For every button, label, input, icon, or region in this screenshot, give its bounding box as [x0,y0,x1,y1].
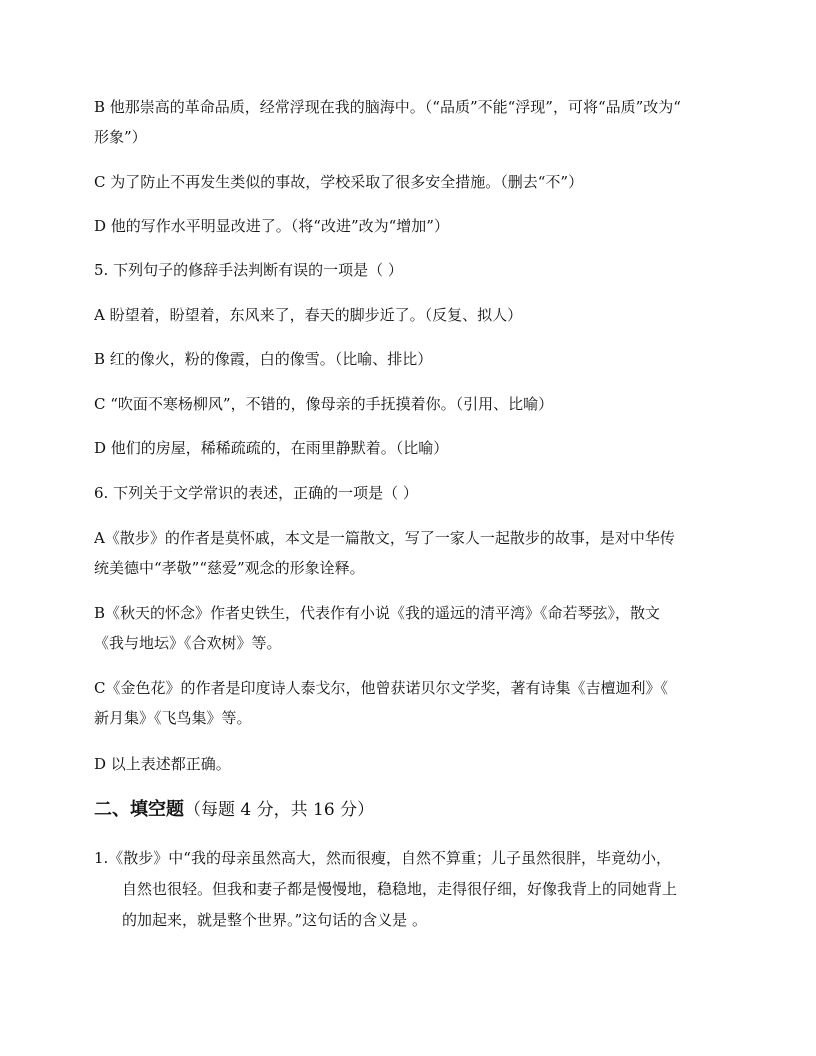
q5-option-b: B 红的像火，粉的像霞，白的像雪。（比喻、排比） [94,350,433,368]
q6-option-c-line-2: 新月集》《飞鸟集》等。 [94,709,252,727]
q6-stem: 6. 下列关于文学常识的表述，正确的一项是（ ） [94,484,418,502]
q5-stem: 5. 下列句子的修辞手法判断有误的一项是（ ） [94,261,403,279]
section-2-subtitle: （每题 4 分，共 16 分） [184,800,375,820]
q6-option-d: D 以上表述都正确。 [94,755,231,773]
q5-option-c: C “吹面不寒杨柳风”，不错的，像母亲的手抚摸着你。（引用、比喻） [94,395,554,413]
q5-option-d: D 他们的房屋，稀稀疏疏的，在雨里静默着。（比喻） [94,439,449,457]
section-2-heading [94,798,734,822]
q4-option-c: C 为了防止不再发生类似的事故，学校采取了很多安全措施。（删去“不”） [94,173,584,191]
q5-option-a: A 盼望着，盼望着，东风来了，春天的脚步近了。（反复、拟人） [94,306,523,324]
q4-option-d: D 他的写作水平明显改进了。（将“改进”改为“增加”） [94,217,449,235]
section-2-title: 二、填空题 [94,799,184,820]
q4-option-b-line-2: 形象”） [94,128,147,146]
q6-option-a-line-1: A《散步》的作者是莫怀戚，本文是一篇散文，写了一家人一起散步的故事，是对中华传 [94,529,675,547]
q6-option-c-line-1: C《金色花》的作者是印度诗人泰戈尔，他曾获诺贝尔文学奖，著有诗集《吉檀迦利》《 [94,679,668,697]
fill-q1-line-1: 1.《散步》中“我的母亲虽然高大，然而很瘦，自然不算重；儿子虽然很胖，毕竟幼小， [94,849,671,867]
fill-q1-line-2: 自然也很轻。但我和妻子都是慢慢地，稳稳地，走得很仔细，好像我背上的同她背上 [122,880,678,898]
q4-option-b-line-1: B 他那崇高的革命品质，经常浮现在我的脑海中。（“品质”不能“浮现”，可将“品质”改为“ [94,98,681,116]
fill-q1-line-3: 的加起来，就是整个世界。”这句话的含义是 。 [122,911,427,929]
q6-option-b-line-2: 《我与地坛》《合欢树》等。 [94,634,282,652]
q6-option-a-line-2: 统美德中“孝敬”“慈爱”观念的形象诠释。 [94,559,365,577]
q6-option-b-line-1: B《秋天的怀念》作者史铁生，代表作有小说《我的遥远的清平湾》《命若琴弦》，散文 [94,604,661,622]
